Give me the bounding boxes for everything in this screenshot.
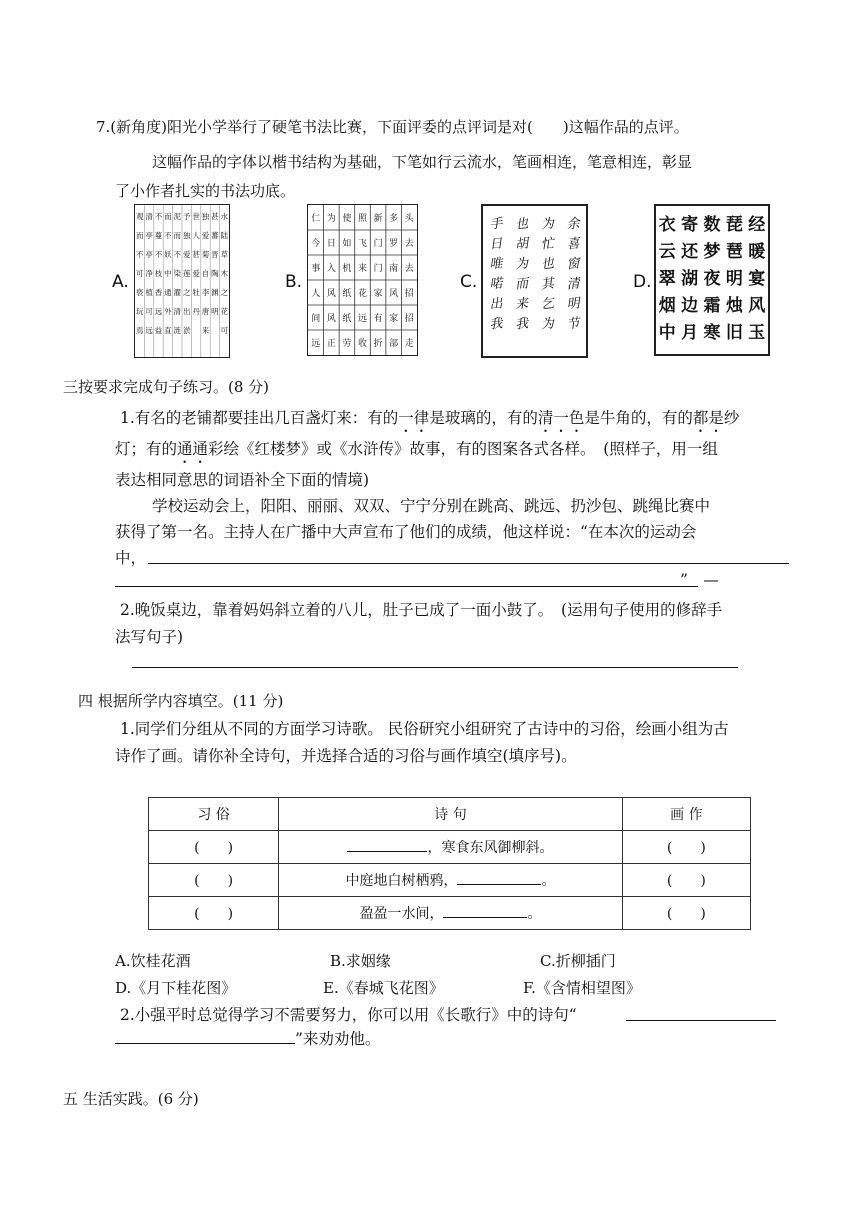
calligraphy-char: 烟 (658, 296, 676, 316)
choice-b: B.求姻缘 (330, 952, 391, 970)
s3-q2-line1: 2.晚饭桌边，靠着妈妈斜立着的八儿，肚子已成了一面小鼓了。 (运用句子使用的修辞手 (120, 601, 723, 619)
calligraphy-char: 不 (135, 250, 144, 259)
calligraphy-char: 劳 (342, 339, 352, 349)
section-4-title: 四 根据所学内容填空。(11 分) (78, 692, 284, 710)
calligraphy-char: 经 (748, 215, 766, 235)
calligraphy-char: 染 (173, 269, 182, 278)
calligraphy-char: 淤 (182, 326, 191, 335)
calligraphy-char: 玩 (135, 307, 144, 316)
calligraphy-char: 乞 (540, 296, 555, 313)
calligraphy-char: 观 (135, 212, 144, 221)
calligraphy-char: 有 (373, 314, 383, 324)
calligraphy-char: 日 (326, 239, 336, 249)
s4-q2-answer-line1[interactable] (626, 1020, 776, 1021)
calligraphy-char: 暖 (748, 242, 766, 262)
calligraphy-char: 唐 (201, 307, 210, 316)
calligraphy-char: 爱 (192, 269, 200, 278)
calligraphy-char: 如 (342, 239, 352, 249)
s4-q2-line2: ”来劝劝他。 (295, 1030, 381, 1048)
calligraphy-char: 月 (681, 323, 699, 343)
calligraphy-char: 部 (389, 339, 399, 349)
calligraphy-char: 益 (154, 326, 163, 335)
section-3-title: 三按要求完成句子练习。(8 分) (63, 378, 270, 396)
calligraphy-char: 不 (154, 212, 163, 221)
header-poem: 诗 句 (279, 798, 623, 831)
calligraphy-char: 而 (514, 276, 529, 293)
choice-d: D.《月下桂花图》 (115, 979, 237, 997)
calligraphy-char: 而 (164, 212, 172, 221)
calligraphy-char: 丹 (192, 307, 200, 316)
calligraphy-char: 焉 (135, 326, 144, 335)
calligraphy-char: 今 (311, 239, 321, 249)
poem-cell: ，寒食东风御柳斜。 (279, 831, 623, 864)
calligraphy-char: 直 (164, 326, 172, 335)
option-d-calligraphy-image[interactable] (654, 204, 770, 356)
custom-blank[interactable]: ( ) (149, 864, 279, 897)
s4-q1-line2: 诗作了画。请你补全诗句，并选择合适的习俗与画作填空(填序号)。 (115, 747, 577, 765)
calligraphy-char: 而 (173, 231, 182, 240)
calligraphy-char: 甚 (211, 212, 219, 221)
calligraphy-char: 纸 (342, 289, 352, 299)
calligraphy-char: 旧 (725, 323, 743, 343)
calligraphy-char: 水 (220, 212, 229, 221)
calligraphy-char: 招 (404, 289, 414, 299)
s3-q2-line2: 法写句子) (115, 628, 184, 646)
calligraphy-char: 头 (404, 214, 414, 224)
choice-e: E.《春城飞花图》 (323, 979, 444, 997)
calligraphy-char: 不 (154, 250, 163, 259)
calligraphy-char: 罗 (389, 239, 399, 249)
calligraphy-char: 香 (154, 288, 163, 297)
poem-table-header (149, 798, 751, 831)
calligraphy-char: 使 (342, 214, 352, 224)
calligraphy-char: 数 (703, 215, 721, 235)
calligraphy-char: 远 (357, 314, 368, 324)
art-blank[interactable]: ( ) (622, 831, 750, 864)
poem-cell: 中庭地白树栖鸦， 。 (279, 864, 623, 897)
table-row (149, 831, 751, 864)
poem-blank[interactable] (347, 837, 427, 852)
option-b-grid-image (308, 205, 417, 355)
calligraphy-char: 去 (404, 264, 414, 274)
calligraphy-char: 南 (389, 264, 399, 274)
calligraphy-char: 也 (514, 216, 529, 233)
calligraphy-char: 喏 (488, 276, 504, 293)
calligraphy-char: 间 (311, 314, 321, 324)
calligraphy-char: 为 (326, 214, 336, 224)
calligraphy-char: 窗 (565, 256, 581, 273)
calligraphy-char: 泥 (173, 212, 182, 221)
calligraphy-char: 菊 (201, 250, 210, 259)
calligraphy-char: 远 (154, 307, 163, 316)
calligraphy-char: 烛 (725, 296, 743, 316)
calligraphy-char: 人 (192, 231, 200, 240)
option-c-calligraphy-image[interactable] (481, 204, 588, 358)
calligraphy-char: 喜 (565, 236, 581, 253)
calligraphy-char: 我 (514, 316, 529, 333)
poem-table (148, 797, 751, 930)
calligraphy-char: 胡 (514, 236, 529, 253)
calligraphy-char: 为 (540, 316, 555, 333)
calligraphy-char: 亭 (145, 250, 153, 259)
s3-q1-scenario-line1: 学校运动会上，阳阳、丽丽、双双、宁宁分别在跳高、跳远、扔沙包、跳绳比赛中 (152, 497, 711, 515)
calligraphy-char: 远 (311, 339, 321, 349)
calligraphy-char: 云 (658, 242, 676, 262)
custom-blank[interactable]: ( ) (149, 831, 279, 864)
calligraphy-char: 寒 (703, 323, 721, 343)
option-a-grid-image (135, 205, 229, 357)
calligraphy-char: 可 (145, 307, 153, 316)
calligraphy-char: 正 (326, 339, 336, 349)
calligraphy-char: 明 (211, 307, 219, 316)
calligraphy-char: 不 (173, 250, 182, 259)
calligraphy-char: 不 (164, 231, 172, 240)
option-b-calligraphy-image[interactable] (307, 204, 418, 356)
calligraphy-char: 亭 (145, 231, 153, 240)
header-custom: 习 俗 (149, 798, 279, 831)
calligraphy-char: 家 (373, 289, 383, 299)
calligraphy-char: 节 (565, 316, 581, 333)
calligraphy-char: 多 (389, 214, 399, 224)
calligraphy-char: 之 (182, 288, 191, 297)
calligraphy-char: 风 (326, 314, 336, 324)
calligraphy-char: 甚 (192, 250, 200, 259)
calligraphy-char: 我 (488, 316, 504, 333)
calligraphy-char: 忙 (540, 236, 555, 253)
poem-cell: 盈盈一水间， 。 (279, 897, 623, 930)
calligraphy-char: 新 (373, 214, 383, 224)
calligraphy-char: 来 (514, 296, 529, 313)
s3-q1-line3: 表达相同意思的词语补全下面的情境) (115, 471, 370, 489)
calligraphy-char: 日 (488, 236, 504, 253)
calligraphy-char: 独 (182, 231, 191, 240)
calligraphy-char: 其 (540, 276, 555, 293)
choice-a: A.饮桂花酒 (115, 952, 191, 970)
s3-q1-scenario-line2: 获得了第一名。主持人在广播中大声宣布了他们的成绩，他这样说：“在本次的运动会 (115, 523, 697, 541)
calligraphy-char: 枝 (154, 269, 163, 278)
option-d-script-image (656, 206, 768, 354)
calligraphy-char: 可 (135, 269, 144, 278)
custom-blank[interactable]: ( ) (149, 897, 279, 930)
choice-c: C.折柳插门 (540, 952, 616, 970)
calligraphy-char: 寄 (681, 215, 699, 235)
option-a-label: A. (112, 272, 129, 292)
calligraphy-char: 为 (540, 216, 555, 233)
choice-f: F.《含情相望图》 (523, 979, 641, 997)
s4-q2-line1: 2.小强平时总觉得学习不需要努力，你可以用《长歌行》中的诗句“ (120, 1006, 577, 1024)
calligraphy-char: 纸 (342, 314, 352, 324)
s4-q1-line1: 1.同学们分组从不同的方面学习诗歌。 民俗研究小组研究了古诗中的习俗，绘画小组为古 (120, 720, 729, 738)
art-blank[interactable]: ( ) (622, 897, 750, 930)
calligraphy-char: 妖 (164, 250, 172, 259)
calligraphy-char: 还 (681, 242, 699, 262)
q7-comment-line1: 这幅作品的字体以楷书结构为基础，下笔如行云流水，笔画相连，笔意相连，彰显 (152, 153, 693, 171)
calligraphy-char: 晋 (211, 250, 219, 259)
calligraphy-char: 清 (565, 276, 581, 293)
option-b-label: B. (285, 272, 303, 292)
calligraphy-char: 招 (404, 314, 414, 324)
calligraphy-char: 而 (135, 231, 144, 240)
calligraphy-char: 夜 (703, 269, 721, 289)
calligraphy-char: 走 (404, 339, 414, 349)
s3-q1-answer-line1[interactable] (148, 563, 789, 564)
table-row (149, 864, 751, 897)
calligraphy-char: 亵 (135, 288, 144, 297)
art-blank[interactable]: ( ) (622, 864, 750, 897)
calligraphy-char: 边 (681, 296, 699, 316)
s3-q1-answer-line2[interactable] (115, 586, 698, 587)
option-a-calligraphy-image[interactable] (134, 204, 230, 358)
calligraphy-char: 为 (514, 256, 529, 273)
calligraphy-char: 玉 (748, 323, 766, 343)
q7-comment-line2: 了小作者扎实的书法功底。 (115, 182, 296, 200)
calligraphy-char: 花 (220, 307, 229, 316)
calligraphy-char: 事 (311, 264, 321, 274)
calligraphy-char: 陆 (220, 231, 229, 240)
calligraphy-char: 蕃 (211, 231, 219, 240)
calligraphy-char: 可 (220, 326, 229, 335)
s3-q1-scenario-line3: 中， (115, 549, 147, 567)
s4-q2-answer-line2[interactable] (115, 1043, 295, 1044)
calligraphy-char: 来 (357, 264, 368, 274)
calligraphy-char: 宴 (748, 269, 766, 289)
calligraphy-char: 人 (311, 289, 321, 299)
calligraphy-char: 牡 (192, 288, 200, 297)
calligraphy-char: 渊 (211, 288, 219, 297)
table-row (149, 897, 751, 930)
calligraphy-char: 自 (201, 269, 210, 278)
poem-blank[interactable] (457, 870, 541, 885)
header-art: 画 作 (622, 798, 750, 831)
option-c-script-image (483, 206, 586, 356)
calligraphy-char: 涟 (173, 326, 182, 335)
calligraphy-char: 之 (220, 288, 229, 297)
calligraphy-char: 植 (145, 288, 153, 297)
calligraphy-char: 琶 (725, 242, 743, 262)
s3-q1-closing-quote: ” — (680, 571, 719, 589)
calligraphy-char: 门 (373, 239, 383, 249)
calligraphy-char: 琵 (725, 215, 743, 235)
calligraphy-char: 余 (565, 216, 581, 233)
calligraphy-char: 湖 (681, 269, 699, 289)
calligraphy-char: 草 (220, 250, 229, 259)
calligraphy-char: 木 (220, 269, 229, 278)
calligraphy-char: 出 (182, 307, 191, 316)
option-d-label: D. (633, 272, 652, 292)
calligraphy-char: 梦 (703, 242, 721, 262)
calligraphy-char: 独 (201, 212, 210, 221)
calligraphy-char: 入 (326, 264, 336, 274)
calligraphy-char: 也 (540, 256, 555, 273)
calligraphy-char: 明 (565, 296, 581, 313)
calligraphy-char: 清 (145, 212, 153, 221)
calligraphy-char: 来 (201, 326, 210, 335)
calligraphy-char: 霜 (703, 296, 721, 316)
poem-blank[interactable] (443, 903, 527, 918)
calligraphy-char: 折 (373, 339, 383, 349)
calligraphy-char: 出 (488, 296, 504, 313)
calligraphy-char: 花 (357, 289, 368, 299)
calligraphy-char: 中 (164, 269, 172, 278)
q7-stem: 7.(新角度)阳光小学举行了硬笔书法比赛，下面评委的点评词是对( )这幅作品的点评。 (96, 118, 689, 136)
calligraphy-char: 外 (164, 307, 172, 316)
calligraphy-char: 远 (145, 326, 153, 335)
calligraphy-char: 通 (164, 288, 172, 297)
calligraphy-char: 风 (748, 296, 766, 316)
calligraphy-char: 莲 (182, 269, 191, 278)
calligraphy-char: 翠 (658, 269, 676, 289)
calligraphy-char: 衣 (658, 215, 676, 235)
calligraphy-char: 清 (173, 307, 182, 316)
section-5-title: 五 生活实践。(6 分) (63, 1090, 199, 1108)
calligraphy-char: 净 (145, 269, 153, 278)
calligraphy-char: 爱 (182, 250, 191, 259)
s3-q1-line1: 1.有名的老铺都要挂出几百盏灯来：有的一律是玻璃的，有的清一色是牛角的，有的都是纱 (120, 409, 740, 427)
calligraphy-char: 照 (357, 214, 368, 224)
calligraphy-char: 唯 (488, 256, 504, 273)
calligraphy-char: 飞 (357, 239, 368, 249)
calligraphy-char: 予 (182, 212, 191, 221)
calligraphy-char: 风 (326, 289, 336, 299)
calligraphy-char: 明 (725, 269, 743, 289)
calligraphy-char: 去 (404, 239, 414, 249)
calligraphy-char: 手 (488, 216, 504, 233)
calligraphy-char: 门 (373, 264, 383, 274)
calligraphy-char: 机 (342, 264, 352, 274)
calligraphy-char: 蔓 (154, 231, 163, 240)
calligraphy-char: 濯 (173, 288, 182, 297)
calligraphy-char: 陶 (211, 269, 219, 278)
calligraphy-char: 收 (357, 339, 368, 349)
s3-q1-line2: 灯；有的通通彩绘《红楼梦》或《水浒传》故事，有的图案各式各样。 (照样子，用一组 (115, 440, 718, 458)
calligraphy-char: 李 (201, 288, 210, 297)
calligraphy-char: 世 (192, 212, 200, 221)
s3-q2-answer-line[interactable] (132, 667, 738, 668)
calligraphy-char: 中 (658, 323, 676, 343)
calligraphy-char: 爱 (201, 231, 210, 240)
calligraphy-char: 家 (389, 314, 399, 324)
calligraphy-char: 风 (389, 289, 399, 299)
option-c-label: C. (460, 272, 478, 292)
calligraphy-char: 仁 (311, 214, 321, 224)
